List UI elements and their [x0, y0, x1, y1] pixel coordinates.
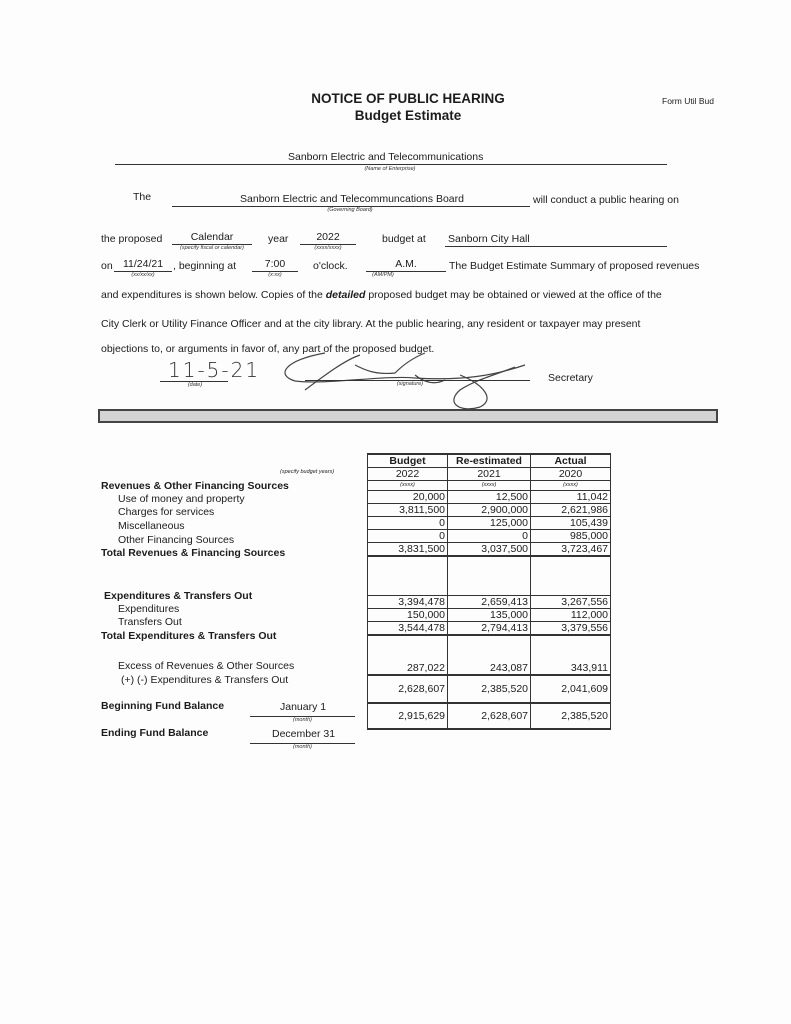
paragraph-line-1	[101, 289, 662, 301]
board-caption: (Governing Board)	[327, 207, 373, 213]
year-caption: (xxxx/xxxx)	[314, 245, 342, 251]
col-year-budget: 2022	[368, 468, 448, 481]
enterprise-name: Sanborn Electric and Telecommunications	[288, 151, 484, 163]
total-revenues-row	[368, 543, 611, 557]
value-cell: 0	[448, 530, 531, 543]
year-value: 2022	[316, 231, 340, 243]
table-row	[368, 504, 611, 517]
value-cell: 3,379,556	[531, 622, 611, 636]
value-cell: 105,439	[531, 517, 611, 530]
signed-date: 11-5-21	[168, 358, 261, 382]
specify-years-caption: (specify budget years)	[280, 469, 335, 475]
ending-balance-label: Ending Fund Balance	[101, 727, 209, 739]
col-header-budget: Budget	[368, 454, 448, 468]
value-cell: 2,628,607	[448, 703, 531, 729]
hearing-time-value: 7:00	[264, 258, 286, 270]
col-format-reestimated: (xxxx)	[448, 481, 531, 491]
period-type-value: Calendar	[190, 231, 234, 243]
detailed-emphasis: detailed	[325, 289, 366, 301]
ending-balance-row	[368, 703, 611, 729]
year-row	[368, 468, 611, 481]
the-proposed-label: the proposed	[101, 233, 163, 245]
budget-at-label: budget at	[382, 233, 426, 245]
expenditure-label-1: Transfers Out	[118, 616, 182, 628]
total-revenues-label: Total Revenues & Financing Sources	[101, 547, 286, 559]
header-row	[368, 454, 611, 468]
beginning-balance-label: Beginning Fund Balance	[101, 700, 225, 712]
the-label: The	[133, 191, 152, 203]
value-cell: 112,000	[531, 609, 611, 622]
revenue-label-2: Miscellaneous	[118, 520, 185, 532]
value-cell: 3,267,556	[531, 596, 611, 609]
format-row	[368, 481, 611, 491]
value-cell: 3,831,500	[368, 543, 448, 557]
beginning-month-caption: (month)	[293, 717, 312, 723]
value-cell: 2,041,609	[531, 675, 611, 703]
ending-month: December 31	[272, 728, 336, 740]
revenue-label-0: Use of money and property	[118, 493, 245, 505]
paragraph-line-3: objections to, or arguments in favor of, any part of the proposed budget.	[101, 343, 435, 355]
col-year-reestimated: 2021	[448, 468, 531, 481]
revenue-label-3: Other Financing Sources	[118, 534, 235, 546]
value-cell: 2,621,986	[531, 504, 611, 517]
enterprise-caption: (Name of Enterprise)	[364, 166, 416, 172]
value-cell: 343,911	[531, 635, 611, 675]
col-year-actual: 2020	[531, 468, 611, 481]
value-cell: 125,000	[448, 517, 531, 530]
table-row	[368, 491, 611, 504]
beginning-month: January 1	[280, 701, 327, 713]
period-type-caption: (specify fiscal or calendar)	[180, 245, 244, 251]
value-cell: 2,385,520	[531, 703, 611, 729]
col-header-actual: Actual	[531, 454, 611, 468]
excess-row	[368, 635, 611, 675]
will-conduct-text: will conduct a public hearing on	[533, 194, 679, 206]
table-row	[368, 609, 611, 622]
value-cell: 3,037,500	[448, 543, 531, 557]
value-cell: 3,723,467	[531, 543, 611, 557]
excess-label-1: Excess of Revenues & Other Sources	[118, 660, 295, 672]
value-cell: 11,042	[531, 491, 611, 504]
total-expenditures-row	[368, 622, 611, 636]
paragraph-line-1b: proposed budget may be obtained or viewed at the office of the	[365, 289, 662, 301]
value-cell: 12,500	[448, 491, 531, 504]
col-header-reestimated: Re-estimated	[448, 454, 531, 468]
value-cell: 2,900,000	[448, 504, 531, 517]
value-cell: 287,022	[368, 635, 448, 675]
oclock-label: o'clock.	[313, 260, 348, 272]
hearing-time-caption: (x:xx)	[268, 272, 282, 278]
value-cell: 2,794,413	[448, 622, 531, 636]
value-cell: 2,628,607	[368, 675, 448, 703]
empty-cell	[368, 556, 448, 596]
notice-title: NOTICE OF PUBLIC HEARING	[311, 91, 505, 106]
hearing-date-caption: (xx/xx/xx)	[131, 272, 155, 278]
value-cell: 2,385,520	[448, 675, 531, 703]
col-format-budget: (xxxx)	[368, 481, 448, 491]
hearing-date-value: 11/24/21	[122, 258, 164, 270]
value-cell: 2,915,629	[368, 703, 448, 729]
signer-title: Secretary	[548, 372, 593, 384]
form-id: Form Util Bud	[662, 96, 714, 106]
value-cell: 0	[368, 530, 448, 543]
empty-cell	[531, 556, 611, 596]
year-label: year	[268, 233, 289, 245]
ampm-caption: (AM/PM)	[372, 272, 394, 278]
governing-board-value: Sanborn Electric and Telecommuncations Board	[240, 193, 464, 205]
beginning-at-label: , beginning at	[173, 260, 237, 272]
value-cell: 985,000	[531, 530, 611, 543]
ampm-value: A.M.	[395, 258, 417, 270]
value-cell: 3,394,478	[368, 596, 448, 609]
empty-cell	[448, 556, 531, 596]
value-cell: 2,659,413	[448, 596, 531, 609]
table-row	[368, 530, 611, 543]
value-cell: 150,000	[368, 609, 448, 622]
enterprise-underline	[115, 164, 667, 165]
revenue-label-1: Charges for services	[118, 506, 215, 518]
total-expenditures-label: Total Expenditures & Transfers Out	[101, 630, 277, 642]
separator-bar	[98, 409, 718, 423]
paragraph-line-1a: and expenditures is shown below. Copies of the	[101, 289, 326, 301]
budget-table	[367, 453, 611, 730]
value-cell: 135,000	[448, 609, 531, 622]
spacer-row	[368, 556, 611, 596]
signature-caption: (signature)	[396, 381, 424, 387]
excess-label-2: (+) (-) Expenditures & Transfers Out	[121, 674, 289, 686]
notice-subtitle: Budget Estimate	[354, 108, 462, 123]
value-cell: 243,087	[448, 635, 531, 675]
table-row	[368, 596, 611, 609]
paragraph-line-2: City Clerk or Utility Finance Officer and at the city library. At the public hearing, any resident or taxpayer may present	[101, 318, 641, 330]
ending-month-caption: (month)	[293, 744, 312, 750]
col-format-actual: (xxxx)	[531, 481, 611, 491]
summary-text: The Budget Estimate Summary of proposed revenues	[449, 260, 700, 272]
value-cell: 3,811,500	[368, 504, 448, 517]
expenditures-heading: Expenditures & Transfers Out	[104, 590, 253, 602]
table-row	[368, 517, 611, 530]
value-cell: 20,000	[368, 491, 448, 504]
date-caption: (date)	[187, 382, 203, 388]
on-label: on	[101, 260, 113, 272]
value-cell: 0	[368, 517, 448, 530]
location-underline	[445, 246, 667, 247]
beginning-balance-row	[368, 675, 611, 703]
expenditure-label-0: Expenditures	[118, 603, 180, 615]
location-value: Sanborn City Hall	[448, 233, 530, 245]
revenues-heading: Revenues & Other Financing Sources	[101, 480, 289, 492]
value-cell: 3,544,478	[368, 622, 448, 636]
